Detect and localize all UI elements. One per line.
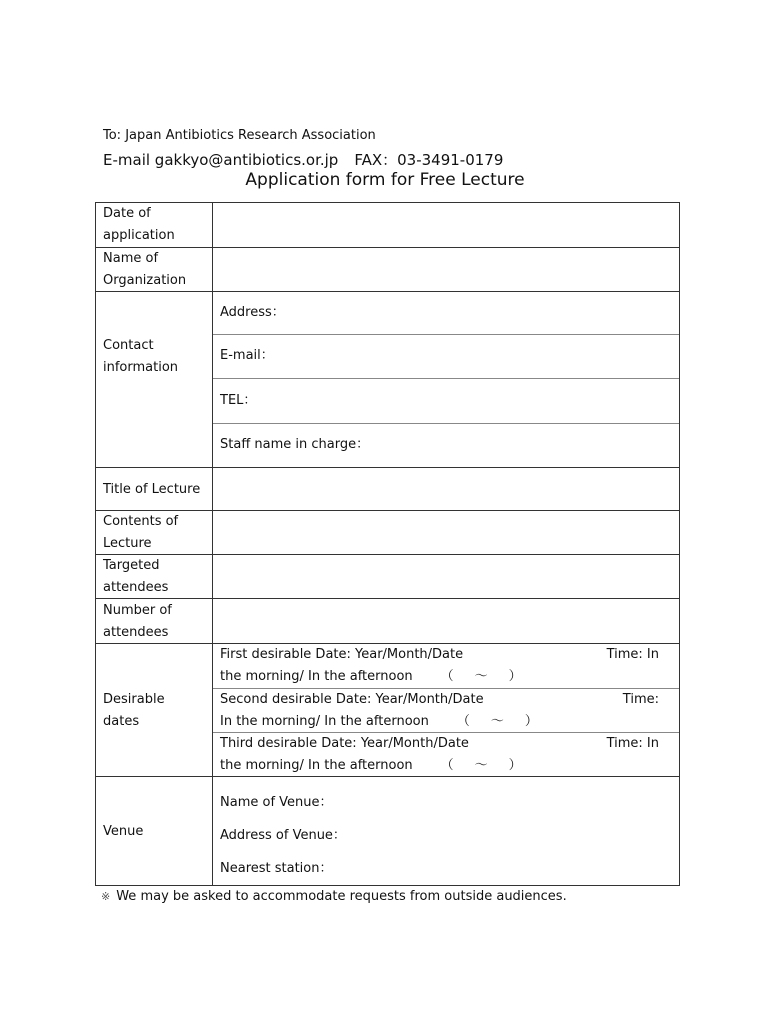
date-options (213, 644, 679, 777)
date-option-first[interactable] (213, 644, 679, 688)
field-tel[interactable] (213, 378, 679, 424)
venue-address-label: Address of Venue： (220, 828, 346, 843)
header-email: E-mail gakkyo@antibiotics.or.jp (103, 151, 339, 169)
header-recipient: To: Japan Antibiotics Research Association (103, 128, 376, 143)
field-number-of-attendees[interactable] (213, 599, 679, 644)
page-title: Application form for Free Lecture (245, 170, 525, 190)
third-date-label: Third desirable Date: Year/Month/Date (220, 736, 469, 751)
second-time-options: In the morning/ In the afternoon (220, 714, 429, 729)
row-title-of-lecture (96, 467, 679, 511)
label-name-of-organization: Name of Organization (103, 251, 187, 288)
close-bracket: ） (508, 758, 522, 773)
row-contents-of-lecture (96, 510, 679, 555)
header-fax: FAX：03-3491-0179 (354, 151, 504, 169)
tilde: ～ (474, 758, 488, 773)
tilde: ～ (490, 714, 504, 729)
third-time-label: Time: In (606, 736, 659, 751)
field-venue[interactable] (213, 777, 679, 887)
label-contact-information: Contact information (103, 338, 179, 375)
field-targeted-attendees[interactable] (213, 555, 679, 599)
header-contact (103, 149, 503, 170)
footnote-text: We may be asked to accommodate requests from outside audiences. (116, 889, 567, 904)
row-name-of-organization (96, 247, 679, 292)
field-contents-of-lecture[interactable] (213, 511, 679, 555)
tel-label: TEL： (220, 393, 257, 408)
field-title-of-lecture[interactable] (213, 468, 679, 511)
row-date-of-application (96, 203, 679, 247)
open-bracket: （ (440, 758, 454, 773)
label-venue: Venue (103, 824, 144, 839)
close-bracket: ） (524, 714, 538, 729)
label-title-of-lecture: Title of Lecture (103, 481, 201, 497)
second-time-label: Time: (622, 692, 659, 707)
contact-fields (213, 292, 679, 468)
second-date-label: Second desirable Date: Year/Month/Date (220, 692, 484, 707)
field-email[interactable] (213, 334, 679, 379)
row-desirable-dates (96, 643, 679, 777)
row-targeted-attendees (96, 554, 679, 599)
third-time-options: the morning/ In the afternoon (220, 758, 413, 773)
date-option-second[interactable] (213, 688, 679, 733)
field-name-of-organization[interactable] (213, 248, 679, 292)
field-date-of-application[interactable] (213, 203, 679, 247)
tilde: ～ (474, 669, 488, 684)
open-bracket: （ (440, 669, 454, 684)
row-number-of-attendees (96, 598, 679, 644)
first-date-label: First desirable Date: Year/Month/Date (220, 647, 464, 662)
label-date-of-application: Date of application (103, 206, 175, 243)
label-desirable-dates: Desirable dates (103, 691, 165, 729)
field-staff-name[interactable] (213, 423, 679, 469)
open-bracket: （ (456, 714, 470, 729)
first-time-label: Time: In (606, 647, 659, 662)
label-number-of-attendees: Number of attendees (103, 602, 172, 640)
date-option-third[interactable] (213, 732, 679, 778)
reference-mark-icon: ※ (101, 890, 111, 903)
nearest-station-label: Nearest station： (220, 861, 333, 876)
row-venue (96, 776, 679, 887)
row-contact-information (96, 291, 679, 468)
label-targeted-attendees: Targeted attendees (103, 558, 169, 595)
field-address[interactable] (213, 292, 679, 334)
staff-name-label: Staff name in charge： (220, 437, 370, 452)
label-contents-of-lecture: Contents of Lecture (103, 514, 179, 551)
footnote (101, 889, 567, 904)
first-time-options: the morning/ In the afternoon (220, 669, 413, 684)
email-label: E-mail： (220, 348, 274, 363)
application-form-table (95, 202, 680, 886)
address-label: Address： (220, 305, 285, 320)
venue-name-label: Name of Venue： (220, 795, 333, 810)
close-bracket: ） (508, 669, 522, 684)
